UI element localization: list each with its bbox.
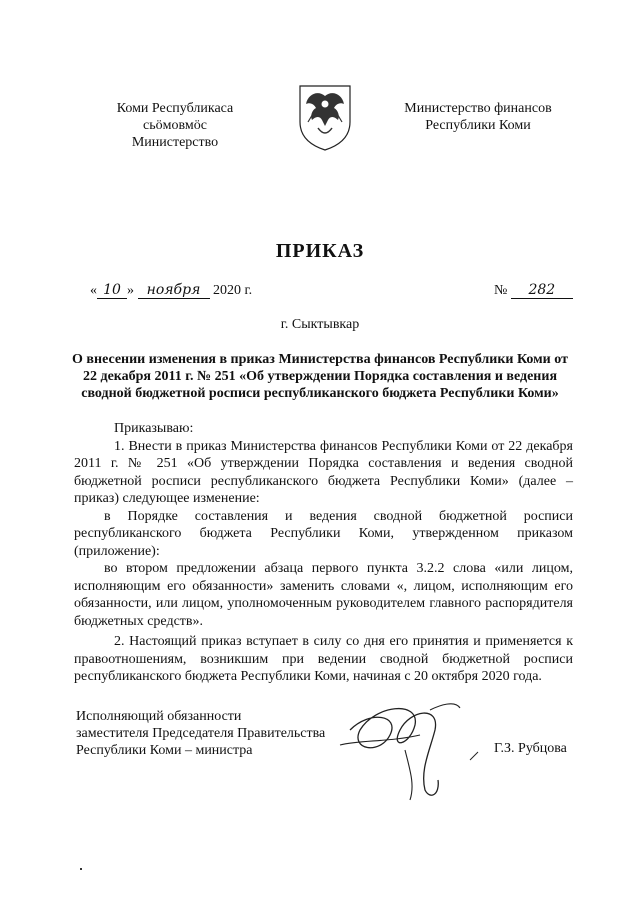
body-paragraph-4: 2. Настоящий приказ вступает в силу со дня его принятия и применяется к правоотношениям, возникшим при ведении сводной бюджетной росписи республиканского бюджета Республики Коми, начиная с 20 октября 2020 года. bbox=[74, 634, 573, 684]
signatory-title bbox=[76, 708, 325, 759]
header-left-line-3: Министерство bbox=[131, 135, 219, 150]
date-close-quote: » bbox=[127, 283, 134, 298]
header-right bbox=[388, 100, 568, 134]
document-subject: О внесении изменения в приказ Министерства финансов Республики Коми от 22 декабря 2011 г. № 251 «Об утверждении Порядка составления и ведения сводной бюджетной росписи республиканского бюджета Республики Коми» bbox=[72, 352, 568, 401]
body-paragraph-3: во втором предложении абзаца первого пункта 3.2.2 слова «или лицом, исполняющим его обязанности» заменить словами «, лицом, исполняющим его обязанности, или лицом, уполномоченным руководителем главного распорядителя бюджетных средств». bbox=[74, 561, 573, 629]
signatory-name: Г.З. Рубцова bbox=[494, 741, 567, 756]
signatory-line-3: Республики Коми – министра bbox=[76, 743, 253, 758]
date-month: ноября bbox=[138, 282, 210, 299]
date-line bbox=[90, 282, 252, 299]
signatory-line-2: заместителя Председателя Правительства bbox=[76, 726, 326, 741]
header-left-line-1: Коми Республикаса bbox=[116, 101, 234, 116]
document-title: ПРИКАЗ bbox=[275, 240, 365, 262]
signatory-line-1: Исполняющий обязанности bbox=[76, 709, 242, 724]
body-paragraph-2: в Порядке составления и ведения сводной бюджетной росписи республиканского бюджета Республики Коми, утвержденном приказом (приложение): bbox=[74, 508, 573, 559]
header-left-line-2: сьӧмовмӧс bbox=[143, 118, 207, 133]
number-value: 282 bbox=[511, 282, 573, 299]
header-right-line-2: Республики Коми bbox=[425, 118, 531, 133]
number-line bbox=[494, 282, 573, 299]
scan-speck bbox=[80, 868, 82, 870]
date-year: 2020 г. bbox=[213, 283, 253, 298]
date-day: 10 bbox=[97, 282, 127, 299]
header-right-line-1: Министерство финансов bbox=[404, 101, 552, 116]
document-body bbox=[74, 420, 573, 686]
body-intro: Приказываю: bbox=[114, 421, 194, 436]
coat-of-arms-icon bbox=[296, 82, 354, 152]
date-open-quote: « bbox=[90, 283, 97, 298]
number-label: № bbox=[494, 283, 508, 298]
body-paragraph-1: 1. Внести в приказ Министерства финансов Республики Коми от 22 декабря 2011 г. № 251 «Об утверждении Порядка составления и ведения сводной бюджетной росписи республиканского бюджета Республики Коми» (далее – приказ) следующее изменение: bbox=[74, 438, 573, 506]
handwritten-signature bbox=[330, 690, 490, 810]
city: г. Сыктывкар bbox=[280, 317, 360, 332]
header-left bbox=[95, 100, 255, 151]
